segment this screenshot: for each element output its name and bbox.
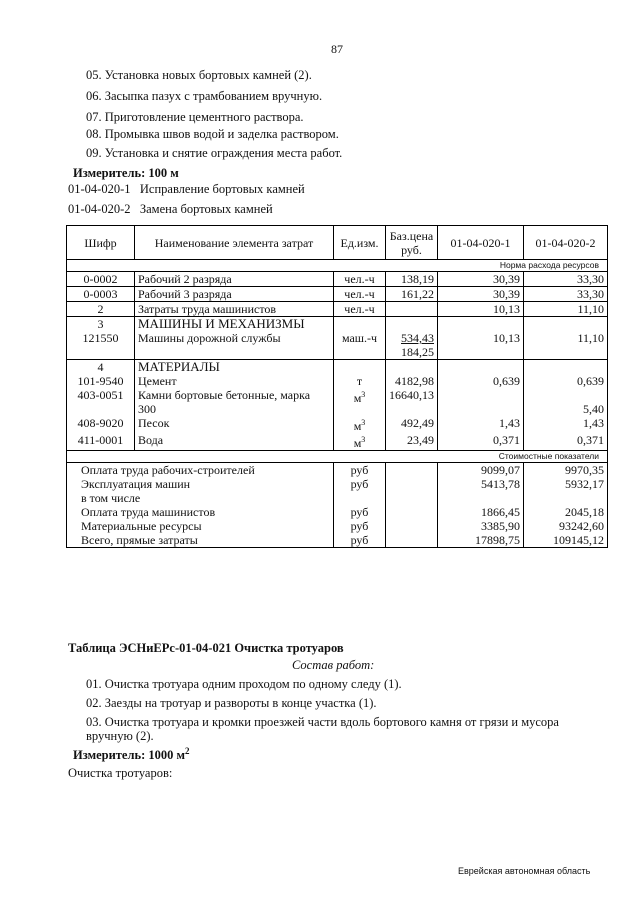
cost-name: Всего, прямые затраты <box>67 533 334 548</box>
cell-name: Камни бортовые бетонные, марка 300 <box>135 388 334 416</box>
cell-v1: 0,371 <box>438 433 524 451</box>
cell-unit: $м^3$ <box>334 388 386 416</box>
cell-code: 0-0002 <box>67 272 135 287</box>
cell-price: 23,49 <box>386 433 438 451</box>
cell-code: 403-0051 <box>67 388 135 416</box>
cell-v2: 5,40 <box>524 388 608 416</box>
table-row <box>67 302 608 317</box>
cell-unit: $м^3$ <box>334 433 386 451</box>
cell-price: 161,22 <box>386 287 438 302</box>
header-price: Баз.цена руб. <box>386 226 438 260</box>
cell-price-secondary: 184,25 <box>401 345 434 359</box>
table-row <box>67 287 608 302</box>
cell-code: 2 <box>67 302 135 317</box>
header-name: Наименование элемента затрат <box>135 226 334 260</box>
cost-v1: 9099,07 <box>438 463 524 478</box>
cell-v2: 1,43 <box>524 416 608 433</box>
cost-unit: руб <box>334 505 386 519</box>
cost-name: Эксплуатация машин <box>67 477 334 491</box>
cost-v1: 17898,75 <box>438 533 524 548</box>
cell-price: 138,19 <box>386 272 438 287</box>
cost-v2: 109145,12 <box>524 533 608 548</box>
cell-unit: $м^3$ <box>334 416 386 433</box>
code-title: Исправление бортовых камней <box>139 182 305 196</box>
cost-unit: руб <box>334 463 386 478</box>
cost-name: Материальные ресурсы <box>67 519 334 533</box>
table-row <box>67 272 608 287</box>
cell-price-main: 534,43 <box>401 331 434 345</box>
cell-code: 101-9540 <box>67 374 135 388</box>
subheading: Очистка тротуаров: <box>68 766 173 780</box>
cost-name: Оплата труда рабочих-строителей <box>67 463 334 478</box>
work-item: 08. Промывка швов водой и заделка раствором. <box>86 127 339 141</box>
section-row <box>67 360 608 375</box>
table-row <box>67 416 608 433</box>
cell-v2: 33,30 <box>524 287 608 302</box>
work-item: 05. Установка новых бортовых камней (2). <box>86 68 312 82</box>
table-row <box>67 374 608 388</box>
cost-v1: 3385,90 <box>438 519 524 533</box>
cell-code: 408-9020 <box>67 416 135 433</box>
cell-v2: 33,30 <box>524 272 608 287</box>
page-number: 87 <box>331 42 343 56</box>
work-item: 02. Заезды на тротуар и развороты в конце участка (1). <box>86 696 377 710</box>
cell-price: 16640,13 <box>386 388 438 416</box>
work-item: 07. Приготовление цементного раствора. <box>86 110 304 124</box>
cell-name: Песок <box>135 416 334 433</box>
cell-name: Вода <box>135 433 334 451</box>
cell-v1: 1,43 <box>438 416 524 433</box>
cell-name: Цемент <box>135 374 334 388</box>
table-row <box>67 331 608 360</box>
cost-label: Стоимостные показатели <box>67 451 608 463</box>
cell-v1: 10,13 <box>438 331 524 360</box>
code-entry <box>68 182 305 197</box>
cell-code: 0-0003 <box>67 287 135 302</box>
cost-unit: руб <box>334 519 386 533</box>
table-row <box>67 433 608 451</box>
cell-v1: 30,39 <box>438 287 524 302</box>
code-title: Замена бортовых камней <box>139 202 273 216</box>
cell-v1: 10,13 <box>438 302 524 317</box>
cost-v2: 9970,35 <box>524 463 608 478</box>
cell-name: Затраты труда машинистов <box>135 302 334 317</box>
cell-unit: маш.-ч <box>334 331 386 360</box>
section-title: МАТЕРИАЛЫ <box>135 360 334 375</box>
cost-v1: 1866,45 <box>438 505 524 519</box>
cost-unit: руб <box>334 533 386 548</box>
cell-v2: 11,10 <box>524 302 608 317</box>
cell-v1: 0,639 <box>438 374 524 388</box>
cell-price: 492,49 <box>386 416 438 433</box>
cell-code: 3 <box>67 317 135 332</box>
norm-subheader-row <box>67 260 608 272</box>
cell-unit: т <box>334 374 386 388</box>
cell-v1: 30,39 <box>438 272 524 287</box>
cell-name: Рабочий 2 разряда <box>135 272 334 287</box>
code-number: 01-04-020-1 <box>68 182 131 196</box>
cell-unit: чел.-ч <box>334 302 386 317</box>
cost-v2: 2045,18 <box>524 505 608 519</box>
table-title: Таблица ЭСНиЕРс-01-04-021 Очистка тротуаров <box>68 641 344 655</box>
header-col1: 01-04-020-1 <box>438 226 524 260</box>
table-header-row <box>67 226 608 260</box>
header-code: Шифр <box>67 226 135 260</box>
cost-row <box>67 463 608 478</box>
cell-price <box>386 331 438 360</box>
work-item: 01. Очистка тротуара одним проходом по одному следу (1). <box>86 677 402 691</box>
cell-unit: чел.-ч <box>334 287 386 302</box>
cost-name: в том числе <box>67 491 334 505</box>
header-unit: Ед.изм. <box>334 226 386 260</box>
cell-code: 121550 <box>67 331 135 360</box>
cost-v1: 5413,78 <box>438 477 524 491</box>
cell-v2: 0,371 <box>524 433 608 451</box>
work-item: 03. Очистка тротуара и кромки проезжей части вдоль бортового камня от грязи и мусора вручную (2). <box>86 715 559 743</box>
cost-v2: 5932,17 <box>524 477 608 491</box>
cell-price <box>386 302 438 317</box>
cost-unit: руб <box>334 477 386 491</box>
composition-title: Состав работ: <box>292 658 375 672</box>
cell-code: 4 <box>67 360 135 375</box>
measure-unit: Измеритель: 1000 $м^2$ <box>73 746 190 763</box>
resource-table <box>66 225 608 548</box>
cell-unit: чел.-ч <box>334 272 386 287</box>
cell-name: Рабочий 3 разряда <box>135 287 334 302</box>
cost-row <box>67 519 608 533</box>
measure-unit: Измеритель: 100 м <box>73 166 179 180</box>
cell-v2: 0,639 <box>524 374 608 388</box>
cell-v2: 11,10 <box>524 331 608 360</box>
cost-row <box>67 477 608 491</box>
section-row <box>67 317 608 332</box>
cost-name: Оплата труда машинистов <box>67 505 334 519</box>
code-entry <box>68 202 273 217</box>
header-col2: 01-04-020-2 <box>524 226 608 260</box>
norm-label: Норма расхода ресурсов <box>67 260 608 272</box>
code-number: 01-04-020-2 <box>68 202 131 216</box>
table-row <box>67 388 608 416</box>
footer-region: Еврейская автономная область <box>458 866 591 876</box>
work-item: 09. Установка и снятие ограждения места работ. <box>86 146 343 160</box>
section-title: МАШИНЫ И МЕХАНИЗМЫ <box>135 317 334 332</box>
work-item: 06. Засыпка пазух с трамбованием вручную. <box>86 89 323 103</box>
cost-row <box>67 491 608 505</box>
cell-code: 411-0001 <box>67 433 135 451</box>
cell-name: Машины дорожной службы <box>135 331 334 360</box>
cell-price: 4182,98 <box>386 374 438 388</box>
cell-v1 <box>438 388 524 416</box>
cost-row <box>67 505 608 519</box>
cost-row <box>67 533 608 548</box>
cost-subheader-row <box>67 451 608 463</box>
cost-v2: 93242,60 <box>524 519 608 533</box>
